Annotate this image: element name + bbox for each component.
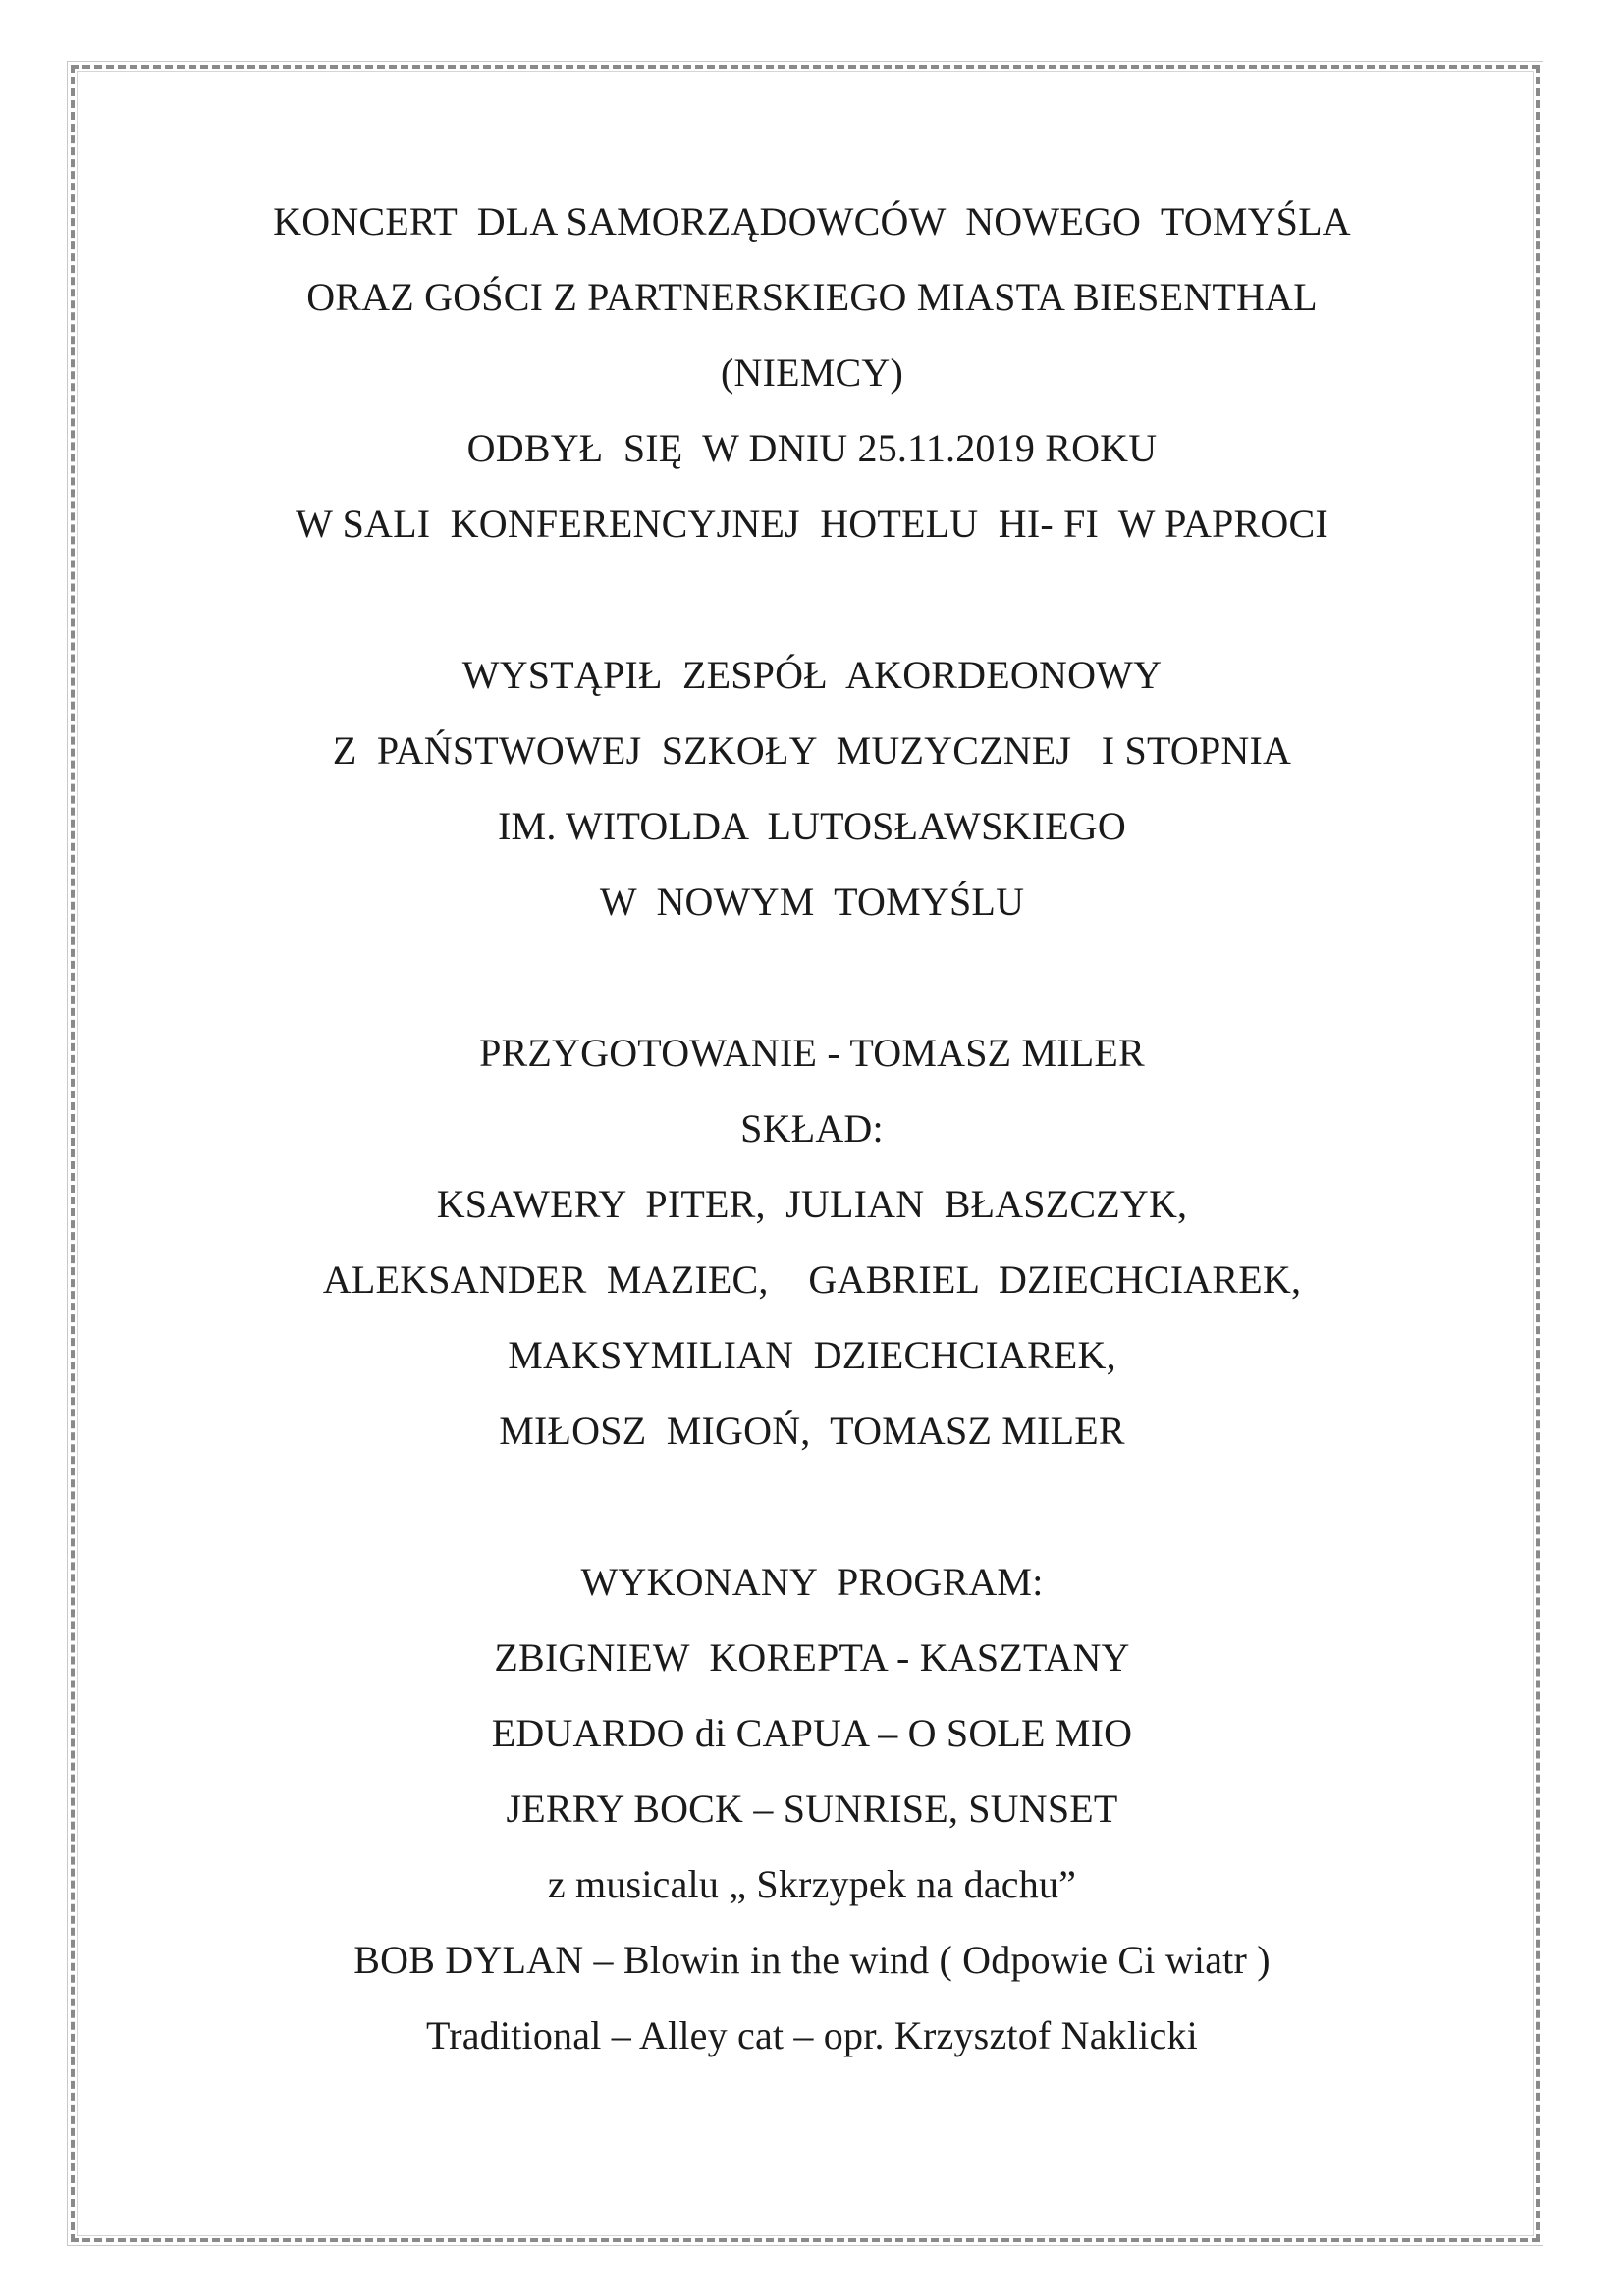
section-spacer xyxy=(0,939,1624,1015)
program-line-2: ZBIGNIEW KOREPTA - KASZTANY xyxy=(494,1635,1130,1680)
header-line-3: (NIEMCY) xyxy=(720,350,903,395)
performer-line-3: IM. WITOLDA LUTOSŁAWSKIEGO xyxy=(498,804,1126,848)
performer-line-4: W NOWYM TOMYŚLU xyxy=(599,880,1025,924)
ensemble-line-3: KSAWERY PITER, JULIAN BŁASZCZYK, xyxy=(436,1182,1188,1226)
performer-line-1: WYSTĄPIŁ ZESPÓŁ AKORDEONOWY xyxy=(461,653,1163,697)
concert-header xyxy=(0,184,1624,561)
program-line-6: BOB DYLAN – Blowin in the wind ( Odpowie Ci wiatr ) xyxy=(353,1938,1271,1982)
ensemble-line-2: SKŁAD: xyxy=(740,1106,884,1150)
header-line-4: ODBYŁ SIĘ W DNIU 25.11.2019 ROKU xyxy=(466,426,1158,470)
performer-line-2: Z PAŃSTWOWEJ SZKOŁY MUZYCZNEJ I STOPNIA xyxy=(332,728,1292,773)
section-spacer xyxy=(0,561,1624,637)
ensemble-line-4: ALEKSANDER MAZIEC, GABRIEL DZIECHCIAREK, xyxy=(322,1257,1302,1302)
program-section xyxy=(0,1544,1624,2073)
program-line-3: EDUARDO di CAPUA – O SOLE MIO xyxy=(491,1711,1133,1755)
header-line-1: KONCERT DLA SAMORZĄDOWCÓW NOWEGO TOMYŚLA xyxy=(273,199,1351,243)
program-line-1: WYKONANY PROGRAM: xyxy=(580,1560,1044,1604)
section-spacer xyxy=(0,1468,1624,1544)
program-line-5: z musicalu „ Skrzypek na dachu” xyxy=(547,1862,1077,1906)
program-line-4: JERRY BOCK – SUNRISE, SUNSET xyxy=(506,1787,1118,1831)
ensemble-line-5: MAKSYMILIAN DZIECHCIAREK, xyxy=(508,1333,1116,1377)
ensemble-line-1: PRZYGOTOWANIE - TOMASZ MILER xyxy=(479,1031,1145,1075)
header-line-2: ORAZ GOŚCI Z PARTNERSKIEGO MIASTA BIESENTHAL xyxy=(306,275,1318,319)
ensemble-line-6: MIŁOSZ MIGOŃ, TOMASZ MILER xyxy=(499,1409,1125,1453)
program-line-7: Traditional – Alley cat – opr. Krzysztof Naklicki xyxy=(426,2013,1198,2057)
header-line-5: W SALI KONFERENCYJNEJ HOTELU HI- FI W PAPROCI xyxy=(296,502,1328,546)
ensemble-section xyxy=(0,1015,1624,1468)
document-body xyxy=(0,184,1624,2073)
performer-section xyxy=(0,637,1624,939)
